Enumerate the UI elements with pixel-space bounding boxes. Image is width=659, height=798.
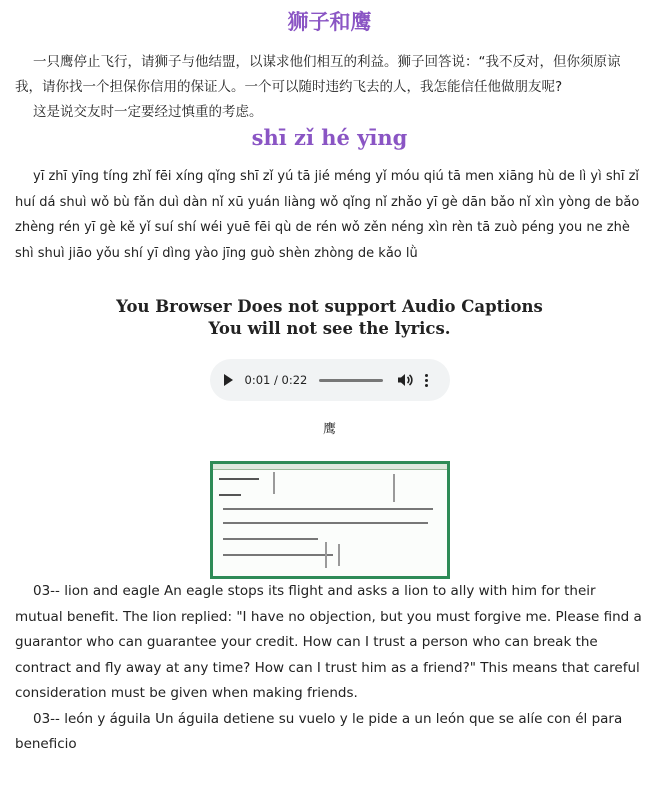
audio-captions-notice <box>15 296 644 340</box>
play-icon[interactable] <box>224 374 233 386</box>
app-screenshot-image <box>210 461 450 579</box>
more-vert-icon[interactable] <box>425 374 428 387</box>
audio-player <box>210 359 450 401</box>
page <box>0 6 659 758</box>
pinyin-title: shī zǐ hé yīng <box>251 125 408 150</box>
chinese-paragraph: 一只鹰停止飞行，请狮子与他结盟，以谋求他们相互的利益。狮子回答说：“我不反对，但你须原谅我，请你找一个担保你信用的保证人。一个可以随时违约飞去的人，我怎能信任他做朋友呢? <box>15 54 621 95</box>
image-caption: 鹰 <box>322 422 336 437</box>
volume-icon[interactable] <box>397 373 413 387</box>
notice-line-2: You will not see the lyrics. <box>208 319 451 338</box>
screenshot-wrapper <box>15 461 644 579</box>
audio-player-wrapper <box>15 359 644 401</box>
audio-time: 0:01 / 0:22 <box>244 373 308 387</box>
audio-progress-slider[interactable] <box>319 379 383 382</box>
page-title: 狮子和鹰 <box>287 10 372 34</box>
chinese-moral: 这是说交友时一定要经过慎重的考虑。 <box>33 104 263 120</box>
spanish-paragraph: 03-- león y águila Un águila detiene su vuelo y le pide a un león que se alíe con él para beneficio <box>15 710 623 752</box>
english-paragraph: 03-- lion and eagle An eagle stops its flight and asks a lion to ally with him for their mutual benefit. The lion replied: "I have no objection, but you must forgive me. Please find a guarantor who can guarantee your credit. How can I trust a person who can break the contract and fly away at any time? How can I trust him as a friend?" This means that careful consideration must be given when making friends. <box>15 583 642 701</box>
notice-line-1: You Browser Does not support Audio Captions <box>116 297 543 316</box>
pinyin-paragraph: yī zhī yīng tíng zhǐ fēi xíng qǐng shī zǐ yú tā jié méng yǐ móu qiú tā men xiāng hù de lì yì shī zǐ huí dá shuì wǒ bù fǎn duì dàn nǐ xū yuán liàng wǒ qǐng nǐ zhǎo yī gè dān bǎo nǐ xìn yòng de bǎo zhèng rén yī gè kě yǐ suí shí wéi yuē fēi qù de rén wǒ zěn néng xìn rèn tā zuò péng you ne zhè shì shuì jiāo yǒu shí yī dìng yào jīng guò shèn zhòng de kǎo lǜ <box>15 169 640 261</box>
